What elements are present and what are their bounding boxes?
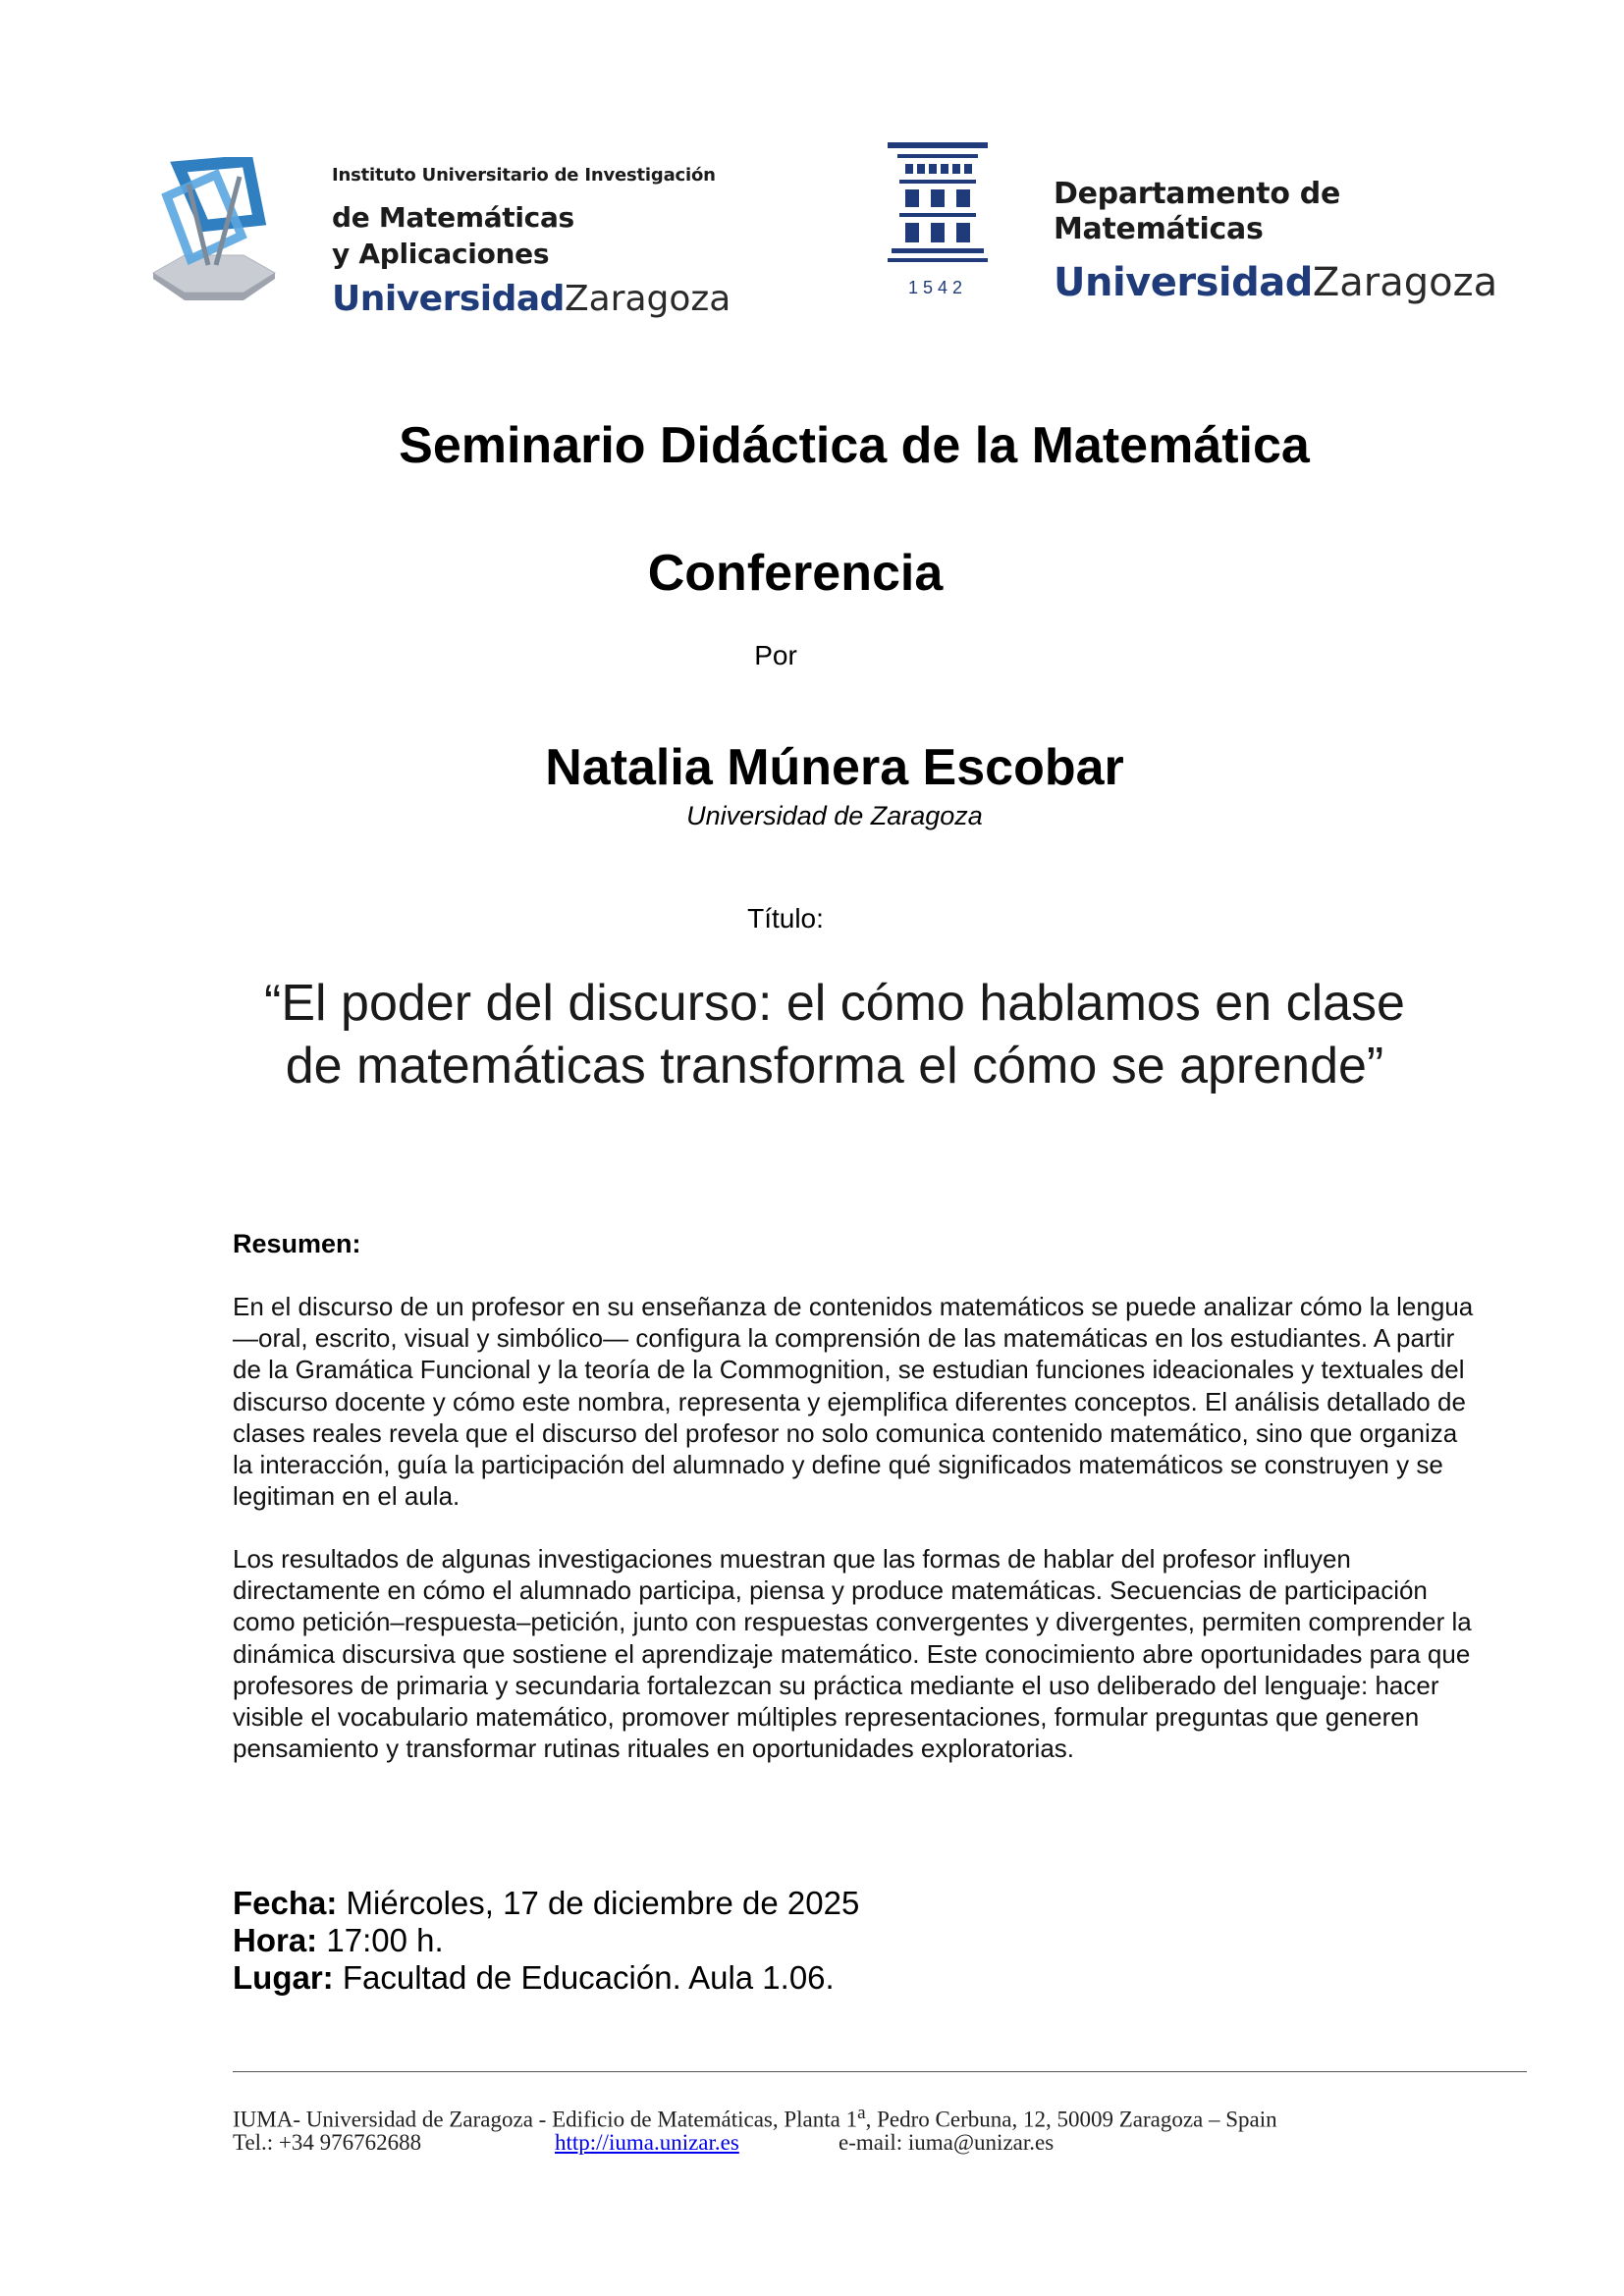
por-label: Por xyxy=(754,640,797,670)
department-name xyxy=(1054,177,1497,304)
time-label: Hora: xyxy=(233,1922,318,1958)
footer-divider xyxy=(233,2071,1527,2072)
iuma-line2: de Matemáticas xyxy=(332,201,574,234)
talk-title-line2: de matemáticas transforma el cómo se aprende” xyxy=(285,1038,1384,1095)
time-line xyxy=(233,1922,444,1959)
iuma-line3: y Aplicaciones xyxy=(332,238,550,270)
title-label: Título: xyxy=(747,903,824,934)
footer-email: e-mail: iuma@unizar.es xyxy=(839,2130,1055,2155)
place-line xyxy=(233,1959,835,1997)
abstract-label: Resumen: xyxy=(233,1229,361,1258)
dept-university xyxy=(1054,261,1497,304)
date-value: Miércoles, 17 de diciembre de 2025 xyxy=(346,1885,860,1921)
university-seal-logo xyxy=(884,142,992,304)
date-line xyxy=(233,1885,859,1922)
time-value: 17:00 h. xyxy=(326,1922,444,1958)
iuma-univ-city: Zaragoza xyxy=(564,279,731,319)
iuma-university xyxy=(332,280,731,319)
iuma-line1: Instituto Universitario de Investigación xyxy=(332,165,716,186)
seminar-title: Seminario Didáctica de la Matemática xyxy=(399,417,1310,474)
dept-univ-bold: Universidad xyxy=(1054,260,1313,305)
speaker-affiliation: Universidad de Zaragoza xyxy=(686,801,983,830)
footer-address xyxy=(233,2103,1277,2133)
dept-line1: Departamento de xyxy=(1054,177,1341,211)
talk-title xyxy=(196,972,1473,1097)
event-type: Conferencia xyxy=(647,545,944,602)
dept-line2: Matemáticas xyxy=(1054,212,1264,246)
speaker-name: Natalia Múnera Escobar xyxy=(545,739,1124,796)
place-value: Facultad de Educación. Aula 1.06. xyxy=(342,1959,835,1996)
iuma-logo xyxy=(145,157,279,304)
footer-website-link[interactable]: http://iuma.unizar.es xyxy=(555,2130,739,2155)
talk-title-line1: “El poder del discurso: el cómo hablamos en clase xyxy=(264,975,1405,1032)
place-label: Lugar: xyxy=(233,1959,334,1996)
date-label: Fecha: xyxy=(233,1885,338,1921)
seal-year: 1542 xyxy=(907,278,968,297)
abstract-paragraph-2: Los resultados de algunas investigaciones muestran que las formas de hablar del profesor influyen directamente en cómo el alumnado participa, piensa y produce matemáticas. Secuencias de participación como petición–respuesta–petición, junto con respuestas convergentes y divergentes, permiten comprender la dinámica discursiva que sostiene el aprendizaje matemático. Este conocimiento abre oportunidades para que profesores de primaria y secundaria fortalezcan su práctica mediante el uso deliberado del lenguaje: hacer visible el vocabulario matemático, promover múltiples representaciones, formular preguntas que generen pensamiento y transformar rutinas rituales en oportunidades exploratorias. xyxy=(233,1544,1472,1764)
iuma-name xyxy=(332,165,731,319)
dept-univ-city: Zaragoza xyxy=(1312,260,1498,305)
iuma-univ-bold: Universidad xyxy=(332,279,565,319)
footer-address-post: , Pedro Cerbuna, 12, 50009 Zaragoza – Spain xyxy=(865,2107,1277,2132)
footer-address-pre: IUMA- Universidad de Zaragoza - Edificio de Matemáticas, Planta 1 xyxy=(233,2107,858,2132)
footer-address-sup: a xyxy=(857,2103,866,2123)
footer-phone: Tel.: +34 976762688 xyxy=(233,2130,422,2155)
abstract-paragraph-1: En el discurso de un profesor en su enseñanza de contenidos matemáticos se puede analizar cómo la lengua —oral, escrito, visual y simbólico— configura la comprensión de las matemáticas en los estudiantes. A partir de la Gramática Funcional y la teoría de la Commognition, se estudian funciones ideacionales y textuales del discurso docente y cómo este nombra, representa y ejemplifica diferentes conceptos. El análisis detallado de clases reales revela que el discurso del profesor no solo comunica contenido matemático, sino que organiza la interacción, guía la participación del alumnado y define qué significados matemáticos se construyen y se legitiman en el aula. xyxy=(233,1292,1474,1512)
